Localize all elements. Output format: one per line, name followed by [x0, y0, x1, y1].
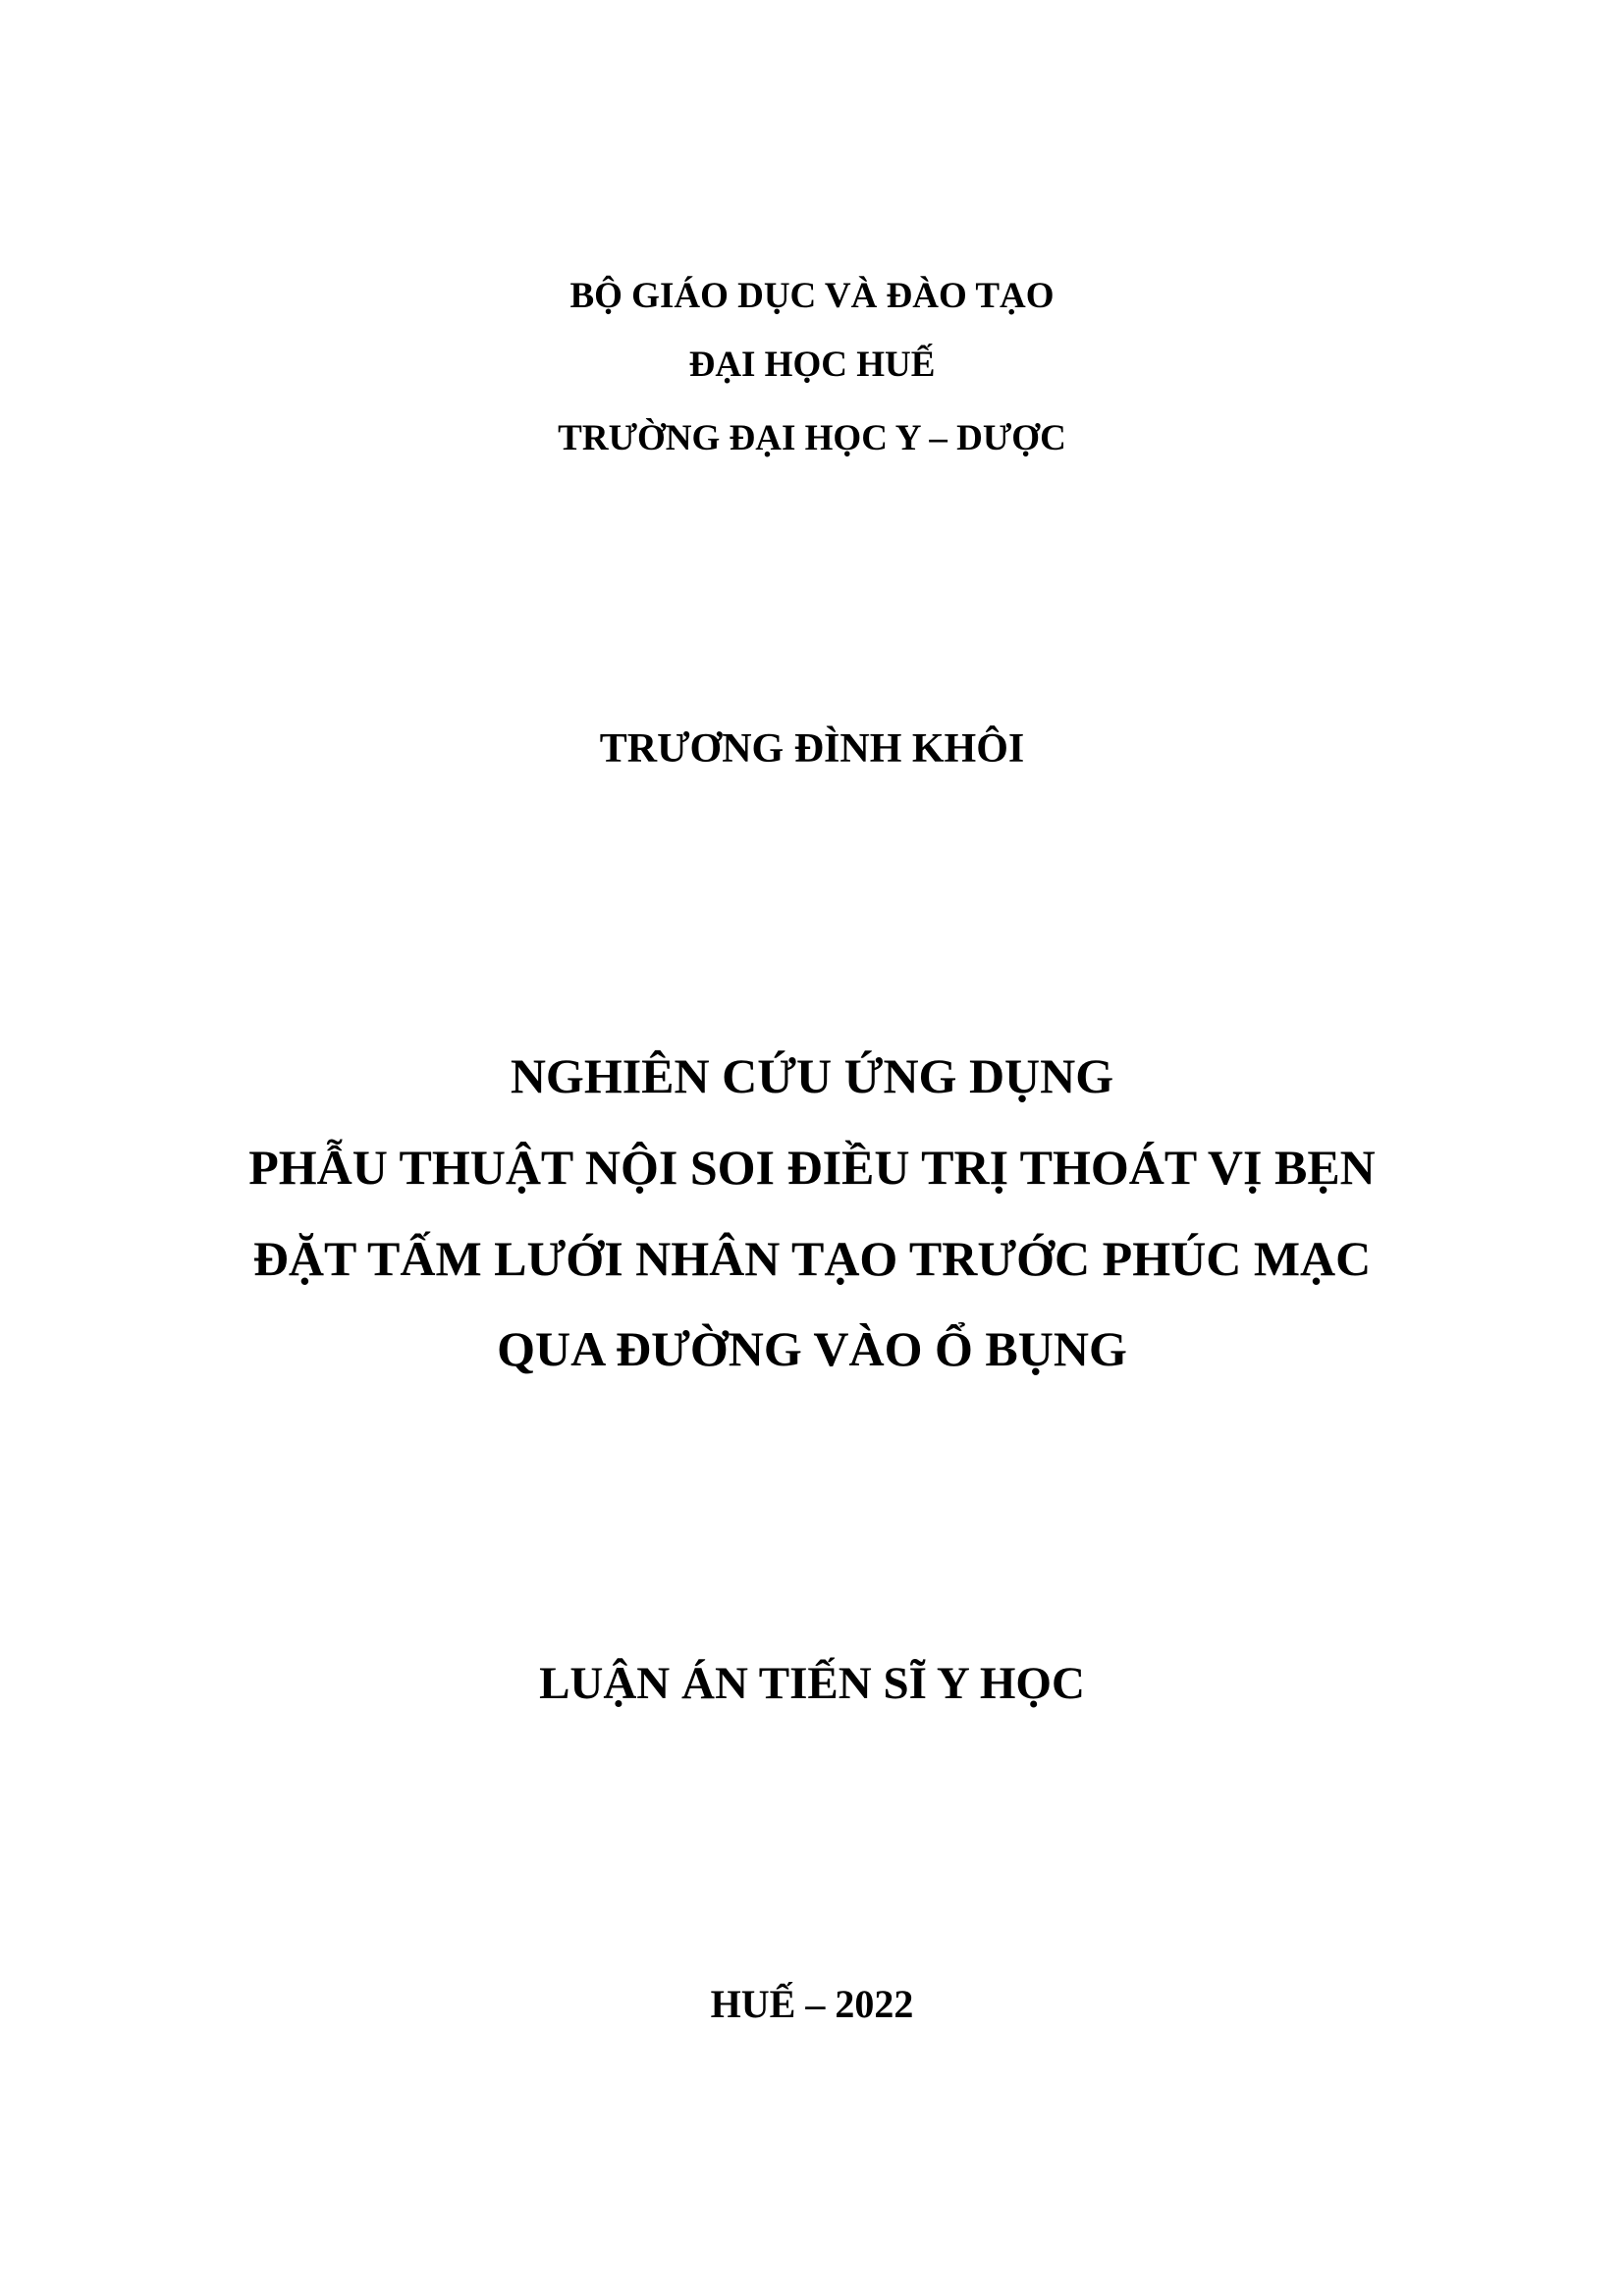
- university-name: ĐẠI HỌC HUẾ: [688, 345, 936, 385]
- thesis-title-line: ĐẶT TẤM LƯỚI NHÂN TẠO TRƯỚC PHÚC MẠC: [252, 1231, 1372, 1286]
- degree-label: LUẬN ÁN TIẾN SĨ Y HỌC: [539, 1658, 1085, 1709]
- author-name: TRƯƠNG ĐÌNH KHÔI: [599, 726, 1025, 772]
- thesis-title-line: QUA ĐƯỜNG VÀO Ổ BỤNG: [497, 1321, 1127, 1376]
- thesis-title-line: NGHIÊN CỨU ỨNG DỤNG: [510, 1048, 1114, 1103]
- thesis-title-line: PHẪU THUẬT NỘI SOI ĐIỀU TRỊ THOÁT VỊ BẸN: [248, 1140, 1376, 1195]
- place-and-year: HUẾ – 2022: [710, 1982, 914, 2026]
- ministry-name: BỘ GIÁO DỤC VÀ ĐÀO TẠO: [569, 276, 1055, 316]
- college-name: TRƯỜNG ĐẠI HỌC Y – DƯỢC: [558, 418, 1066, 458]
